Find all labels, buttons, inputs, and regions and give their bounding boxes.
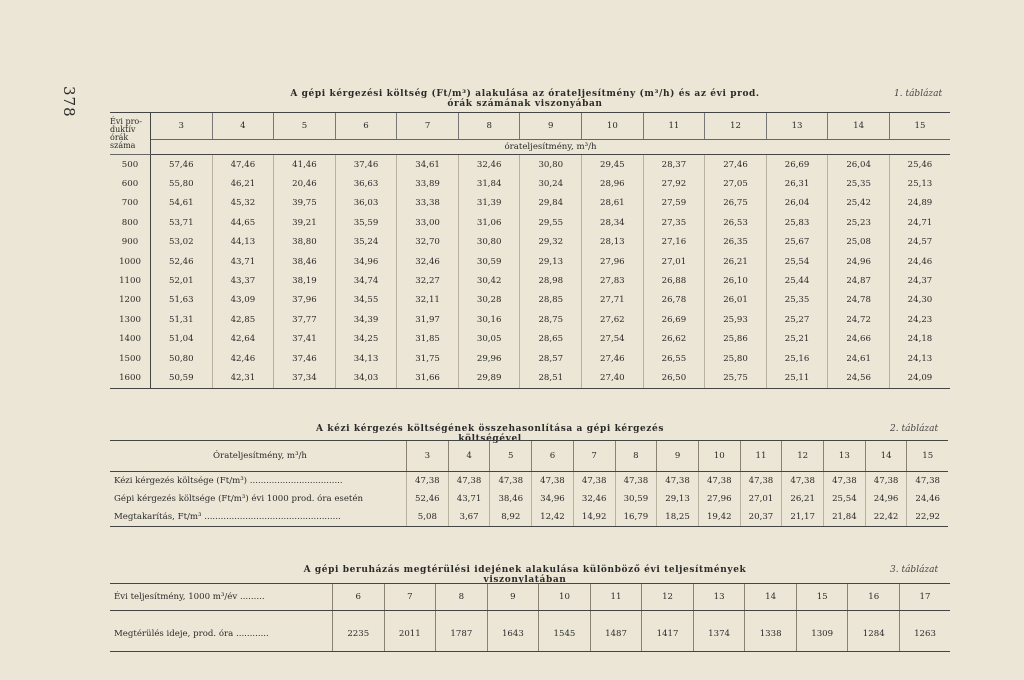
cost-cell: 26,53 xyxy=(705,213,767,232)
cost-cell: 31,84 xyxy=(458,174,520,193)
cost-cell: 35,24 xyxy=(335,233,397,252)
value-cell: 20,37 xyxy=(740,508,782,527)
cost-cell: 24,30 xyxy=(889,291,950,310)
cost-cell: 26,62 xyxy=(643,330,705,349)
value-cell: 29,13 xyxy=(657,490,699,508)
cost-cell: 30,24 xyxy=(520,174,582,193)
column-header: 4 xyxy=(212,113,274,140)
value-cell: 1643 xyxy=(487,611,539,652)
column-header: 14 xyxy=(865,441,907,472)
table1-tag: 1. táblázat xyxy=(894,89,943,99)
row-label: Gépi kérgezés költsége (Ft/m³) évi 1000 prod. óra esetén xyxy=(114,494,363,504)
cost-cell: 30,05 xyxy=(458,330,520,349)
cost-cell: 28,65 xyxy=(520,330,582,349)
cost-cell: 28,57 xyxy=(520,349,582,368)
cost-cell: 30,28 xyxy=(458,291,520,310)
row-header-hours: 1600 xyxy=(110,368,151,388)
cost-cell: 43,37 xyxy=(212,271,274,290)
cost-cell: 52,46 xyxy=(168,256,194,267)
table-row xyxy=(110,194,950,213)
cost-cell: 27,40 xyxy=(582,368,644,388)
table-row xyxy=(110,472,948,491)
cost-cell: 27,35 xyxy=(643,213,705,232)
cost-cell: 27,62 xyxy=(582,310,644,329)
cost-cell: 26,55 xyxy=(643,349,705,368)
stub-line: száma xyxy=(110,141,136,150)
table1-title: A gépi kérgezési költség (Ft/m³) alakulása az órateljesítmény (m³/h) és az évi prod. órák számának viszonyában xyxy=(290,89,760,109)
column-header: 12 xyxy=(782,441,824,472)
cost-cell: 26,75 xyxy=(705,194,767,213)
cost-cell: 52,01 xyxy=(168,276,194,287)
table2-title: A kézi kérgezés költségének összehasonlítása a gépi kérgezés költségével xyxy=(315,424,665,444)
cost-cell: 26,50 xyxy=(643,368,705,388)
cost-cell: 31,06 xyxy=(458,213,520,232)
row-header-hours: 800 xyxy=(110,213,151,232)
column-header: 6 xyxy=(333,584,385,611)
cost-cell: 30,16 xyxy=(458,310,520,329)
column-header: 15 xyxy=(907,441,948,472)
column-header: 14 xyxy=(828,113,890,140)
cost-cell: 32,70 xyxy=(397,233,459,252)
column-header: 3 xyxy=(151,113,213,140)
value-cell: 47,38 xyxy=(907,472,948,491)
cost-cell: 27,46 xyxy=(582,349,644,368)
value-cell: 24,46 xyxy=(907,490,948,508)
cost-cell: 34,61 xyxy=(397,155,459,175)
cost-cell: 29,45 xyxy=(582,155,644,175)
cost-cell: 34,55 xyxy=(335,291,397,310)
cost-cell: 28,34 xyxy=(582,213,644,232)
row-header-hours: 1000 xyxy=(110,252,151,271)
cost-cell: 25,27 xyxy=(766,310,828,329)
cost-cell: 27,16 xyxy=(643,233,705,252)
value-cell: 47,38 xyxy=(573,472,615,491)
cost-cell: 37,46 xyxy=(335,155,397,175)
cost-cell: 24,23 xyxy=(889,310,950,329)
cost-cell: 25,46 xyxy=(889,155,950,175)
row-header-hours: 1200 xyxy=(110,291,151,310)
cost-cell: 30,80 xyxy=(458,233,520,252)
cost-cell: 25,93 xyxy=(705,310,767,329)
cost-cell: 25,23 xyxy=(828,213,890,232)
table-row xyxy=(110,611,950,652)
cost-cell: 43,09 xyxy=(212,291,274,310)
table-row xyxy=(110,174,950,193)
cost-cell: 34,25 xyxy=(335,330,397,349)
cost-cell: 30,59 xyxy=(458,252,520,271)
cost-cell: 27,46 xyxy=(705,155,767,175)
value-cell: 47,38 xyxy=(824,472,866,491)
cost-cell: 50,59 xyxy=(151,368,213,388)
cost-cell: 30,42 xyxy=(458,271,520,290)
column-header: 7 xyxy=(397,113,459,140)
table2-header-row xyxy=(110,441,948,472)
value-cell: 52,46 xyxy=(407,490,449,508)
cost-cell: 31,75 xyxy=(397,349,459,368)
value-cell: 47,38 xyxy=(657,472,699,491)
cost-cell: 37,77 xyxy=(274,310,336,329)
cost-cell: 26,88 xyxy=(643,271,705,290)
value-cell: 1309 xyxy=(796,611,848,652)
value-cell: 27,96 xyxy=(698,490,740,508)
cost-cell: 20,46 xyxy=(274,174,336,193)
table3-tag: 3. táblázat xyxy=(890,565,939,575)
cost-cell: 25,21 xyxy=(766,330,828,349)
cost-cell: 25,86 xyxy=(705,330,767,349)
cost-cell: 24,61 xyxy=(828,349,890,368)
column-header: 9 xyxy=(520,113,582,140)
cost-cell: 28,96 xyxy=(582,174,644,193)
table-row xyxy=(110,155,950,175)
table-row xyxy=(110,508,948,527)
column-header: 12 xyxy=(705,113,767,140)
cost-cell: 25,54 xyxy=(766,252,828,271)
cost-cell: 26,04 xyxy=(766,194,828,213)
cost-cell: 27,05 xyxy=(705,174,767,193)
cost-cell: 25,08 xyxy=(828,233,890,252)
cost-cell: 25,35 xyxy=(766,291,828,310)
cost-cell: 26,31 xyxy=(766,174,828,193)
value-cell: 47,38 xyxy=(532,472,574,491)
value-cell: 18,25 xyxy=(657,508,699,527)
cost-cell: 54,61 xyxy=(168,198,194,209)
cost-cell: 32,46 xyxy=(458,155,520,175)
cost-cell: 26,10 xyxy=(705,271,767,290)
cost-cell: 51,63 xyxy=(168,295,194,306)
cost-cell: 25,13 xyxy=(889,174,950,193)
cost-cell: 24,66 xyxy=(828,330,890,349)
value-cell: 34,96 xyxy=(532,490,574,508)
cost-cell: 25,44 xyxy=(766,271,828,290)
column-header: 8 xyxy=(458,113,520,140)
cost-cell: 43,71 xyxy=(212,252,274,271)
cost-cell: 37,46 xyxy=(274,349,336,368)
cost-cell: 24,09 xyxy=(889,368,950,388)
column-header: 10 xyxy=(539,584,591,611)
cost-cell: 38,19 xyxy=(274,271,336,290)
cost-cell: 29,55 xyxy=(520,213,582,232)
column-header: 7 xyxy=(573,441,615,472)
cost-cell: 26,01 xyxy=(705,291,767,310)
cost-cell: 25,35 xyxy=(828,174,890,193)
cost-cell: 24,78 xyxy=(828,291,890,310)
column-header: 14 xyxy=(745,584,797,611)
column-header: 13 xyxy=(693,584,745,611)
cost-cell: 50,80 xyxy=(168,353,194,364)
cost-cell: 53,71 xyxy=(168,217,194,228)
value-cell: 47,38 xyxy=(865,472,907,491)
table-row xyxy=(110,310,950,329)
value-cell: 2235 xyxy=(333,611,385,652)
cost-cell: 53,02 xyxy=(168,237,194,248)
value-cell: 3,67 xyxy=(448,508,490,527)
cost-cell: 42,31 xyxy=(212,368,274,388)
column-header: 11 xyxy=(740,441,782,472)
cost-cell: 36,03 xyxy=(335,194,397,213)
cost-cell: 30,80 xyxy=(520,155,582,175)
value-cell: 47,38 xyxy=(407,472,449,491)
cost-cell: 31,66 xyxy=(397,368,459,388)
cost-cell: 28,85 xyxy=(520,291,582,310)
column-header: 10 xyxy=(582,113,644,140)
column-header: 4 xyxy=(448,441,490,472)
column-header: 13 xyxy=(824,441,866,472)
unit-subheader: órateljesítmény, m³/h xyxy=(151,140,951,155)
table-row xyxy=(110,368,950,388)
value-cell: 27,01 xyxy=(740,490,782,508)
table3 xyxy=(110,583,950,652)
column-header: 11 xyxy=(590,584,642,611)
value-cell: 25,54 xyxy=(824,490,866,508)
column-header: 5 xyxy=(274,113,336,140)
cost-cell: 57,46 xyxy=(168,159,194,170)
cost-cell: 27,92 xyxy=(643,174,705,193)
stub-line: Évi pro- xyxy=(110,117,142,126)
column-header: 7 xyxy=(384,584,436,611)
cost-cell: 24,56 xyxy=(828,368,890,388)
table-row xyxy=(110,349,950,368)
value-cell: 47,38 xyxy=(448,472,490,491)
cost-cell: 26,04 xyxy=(828,155,890,175)
cost-cell: 25,16 xyxy=(766,349,828,368)
cost-cell: 29,13 xyxy=(520,252,582,271)
page-number: 378 xyxy=(60,86,78,118)
cost-cell: 51,04 xyxy=(168,334,194,345)
column-header: 17 xyxy=(900,584,950,611)
value-cell: 1787 xyxy=(436,611,488,652)
row-header-hours: 900 xyxy=(110,233,151,252)
cost-cell: 34,13 xyxy=(335,349,397,368)
value-cell: 16,79 xyxy=(615,508,657,527)
row-label: Megtakarítás, Ft/m³ .................................................. xyxy=(110,508,407,527)
table2-tag: 2. táblázat xyxy=(890,424,939,434)
column-header: 12 xyxy=(642,584,694,611)
cost-cell: 44,13 xyxy=(212,233,274,252)
row-header-hours: 600 xyxy=(110,174,151,193)
cost-cell: 34,39 xyxy=(335,310,397,329)
value-cell: 47,38 xyxy=(615,472,657,491)
cost-cell: 44,65 xyxy=(212,213,274,232)
value-cell: 30,59 xyxy=(615,490,657,508)
row-header-hours: 1400 xyxy=(110,330,151,349)
table2-header-label: Órateljesítmény, m³/h xyxy=(110,441,407,472)
cost-cell: 37,41 xyxy=(274,330,336,349)
table-row xyxy=(110,291,950,310)
cost-cell: 27,54 xyxy=(582,330,644,349)
cost-cell: 26,69 xyxy=(766,155,828,175)
column-header: 9 xyxy=(657,441,699,472)
cost-cell: 29,96 xyxy=(458,349,520,368)
cost-cell: 25,11 xyxy=(766,368,828,388)
value-cell: 1417 xyxy=(642,611,694,652)
value-cell: 1284 xyxy=(848,611,900,652)
cost-cell: 24,57 xyxy=(889,233,950,252)
value-cell: 22,42 xyxy=(865,508,907,527)
table-row xyxy=(110,271,950,290)
table1 xyxy=(110,112,950,389)
stub-line: duktív xyxy=(110,125,136,134)
column-header: 11 xyxy=(643,113,705,140)
value-cell: 8,92 xyxy=(490,508,532,527)
cost-cell: 39,21 xyxy=(274,213,336,232)
table1-stub-header xyxy=(110,113,151,155)
value-cell: 1545 xyxy=(539,611,591,652)
cost-cell: 35,59 xyxy=(335,213,397,232)
row-header-hours: 1100 xyxy=(110,271,151,290)
cost-cell: 32,27 xyxy=(397,271,459,290)
value-cell: 12,42 xyxy=(532,508,574,527)
cost-cell: 28,75 xyxy=(520,310,582,329)
cost-cell: 28,51 xyxy=(520,368,582,388)
cost-cell: 29,84 xyxy=(520,194,582,213)
value-cell: 1374 xyxy=(693,611,745,652)
cost-cell: 42,64 xyxy=(212,330,274,349)
value-cell: 47,38 xyxy=(698,472,740,491)
cost-cell: 24,87 xyxy=(828,271,890,290)
value-cell: 19,42 xyxy=(698,508,740,527)
row-label: Kézi kérgezés költsége (Ft/m³) .................................. xyxy=(114,476,343,486)
value-cell: 1263 xyxy=(900,611,950,652)
row-header-hours: 1500 xyxy=(110,349,151,368)
value-cell: 1338 xyxy=(745,611,797,652)
column-header: 9 xyxy=(487,584,539,611)
cost-cell: 32,46 xyxy=(397,252,459,271)
value-cell: 14,92 xyxy=(573,508,615,527)
cost-cell: 28,61 xyxy=(582,194,644,213)
stub-line: órák xyxy=(110,133,129,142)
cost-cell: 33,89 xyxy=(397,174,459,193)
cost-cell: 25,42 xyxy=(828,194,890,213)
cost-cell: 45,32 xyxy=(212,194,274,213)
table-row xyxy=(110,252,950,271)
cost-cell: 36,63 xyxy=(335,174,397,193)
cost-cell: 42,85 xyxy=(212,310,274,329)
cost-cell: 47,46 xyxy=(212,155,274,175)
cost-cell: 29,32 xyxy=(520,233,582,252)
cost-cell: 26,21 xyxy=(705,252,767,271)
cost-cell: 38,80 xyxy=(274,233,336,252)
value-cell: 26,21 xyxy=(782,490,824,508)
value-cell: 22,92 xyxy=(907,508,948,527)
cost-cell: 51,31 xyxy=(168,314,194,325)
row-header-hours: 1300 xyxy=(110,310,151,329)
value-cell: 43,71 xyxy=(448,490,490,508)
cost-cell: 28,98 xyxy=(520,271,582,290)
value-cell: 24,96 xyxy=(865,490,907,508)
table-row xyxy=(110,233,950,252)
cost-cell: 27,83 xyxy=(582,271,644,290)
table-row xyxy=(110,490,948,508)
table-row xyxy=(110,213,950,232)
column-header: 6 xyxy=(335,113,397,140)
row-header-hours: 700 xyxy=(110,194,151,213)
cost-cell: 33,38 xyxy=(397,194,459,213)
cost-cell: 33,00 xyxy=(397,213,459,232)
cost-cell: 42,46 xyxy=(212,349,274,368)
column-header: 10 xyxy=(698,441,740,472)
table-row xyxy=(110,330,950,349)
row-label: Megtérülés ideje, prod. óra ............ xyxy=(110,611,333,652)
column-header: 13 xyxy=(766,113,828,140)
cost-cell: 32,11 xyxy=(397,291,459,310)
cost-cell: 31,39 xyxy=(458,194,520,213)
value-cell: 32,46 xyxy=(573,490,615,508)
cost-cell: 26,35 xyxy=(705,233,767,252)
cost-cell: 34,96 xyxy=(335,252,397,271)
value-cell: 47,38 xyxy=(782,472,824,491)
cost-cell: 24,46 xyxy=(889,252,950,271)
value-cell: 2011 xyxy=(384,611,436,652)
cost-cell: 24,13 xyxy=(889,349,950,368)
cost-cell: 31,97 xyxy=(397,310,459,329)
value-cell: 47,38 xyxy=(740,472,782,491)
cost-cell: 24,37 xyxy=(889,271,950,290)
column-header: 8 xyxy=(436,584,488,611)
value-cell: 38,46 xyxy=(490,490,532,508)
column-header: 15 xyxy=(889,113,950,140)
table3-title: A gépi beruházás megtérülési idejének alakulása különböző évi teljesítmények viszonylatában xyxy=(303,565,747,585)
cost-cell: 27,59 xyxy=(643,194,705,213)
cost-cell: 31,85 xyxy=(397,330,459,349)
cost-cell: 37,34 xyxy=(274,368,336,388)
cost-cell: 37,96 xyxy=(274,291,336,310)
cost-cell: 24,72 xyxy=(828,310,890,329)
value-cell: 1487 xyxy=(590,611,642,652)
cost-cell: 55,80 xyxy=(168,179,194,190)
column-header: 6 xyxy=(532,441,574,472)
table3-header-row xyxy=(110,584,950,611)
cost-cell: 34,74 xyxy=(335,271,397,290)
column-header: 15 xyxy=(796,584,848,611)
value-cell: 47,38 xyxy=(490,472,532,491)
value-cell: 5,08 xyxy=(407,508,449,527)
cost-cell: 25,83 xyxy=(766,213,828,232)
cost-cell: 29,89 xyxy=(458,368,520,388)
cost-cell: 41,46 xyxy=(274,155,336,175)
cost-cell: 46,21 xyxy=(212,174,274,193)
cost-cell: 27,71 xyxy=(582,291,644,310)
cost-cell: 25,75 xyxy=(705,368,767,388)
cost-cell: 24,96 xyxy=(828,252,890,271)
cost-cell: 28,37 xyxy=(643,155,705,175)
cost-cell: 26,69 xyxy=(643,310,705,329)
cost-cell: 25,80 xyxy=(705,349,767,368)
table3-header-label: Évi teljesítmény, 1000 m³/év ......... xyxy=(110,584,333,611)
table1-header-row xyxy=(110,113,950,140)
table1-subheader-row xyxy=(110,140,950,155)
cost-cell: 39,75 xyxy=(274,194,336,213)
value-cell: 21,17 xyxy=(782,508,824,527)
column-header: 3 xyxy=(407,441,449,472)
row-header-hours: 500 xyxy=(110,155,151,175)
cost-cell: 24,18 xyxy=(889,330,950,349)
cost-cell: 24,89 xyxy=(889,194,950,213)
cost-cell: 26,78 xyxy=(643,291,705,310)
column-header: 16 xyxy=(848,584,900,611)
cost-cell: 34,03 xyxy=(335,368,397,388)
cost-cell: 27,96 xyxy=(582,252,644,271)
column-header: 8 xyxy=(615,441,657,472)
value-cell: 21,84 xyxy=(824,508,866,527)
table2 xyxy=(110,440,948,527)
cost-cell: 24,71 xyxy=(889,213,950,232)
cost-cell: 28,13 xyxy=(582,233,644,252)
cost-cell: 25,67 xyxy=(766,233,828,252)
column-header: 5 xyxy=(490,441,532,472)
cost-cell: 38,46 xyxy=(274,252,336,271)
cost-cell: 27,01 xyxy=(643,252,705,271)
